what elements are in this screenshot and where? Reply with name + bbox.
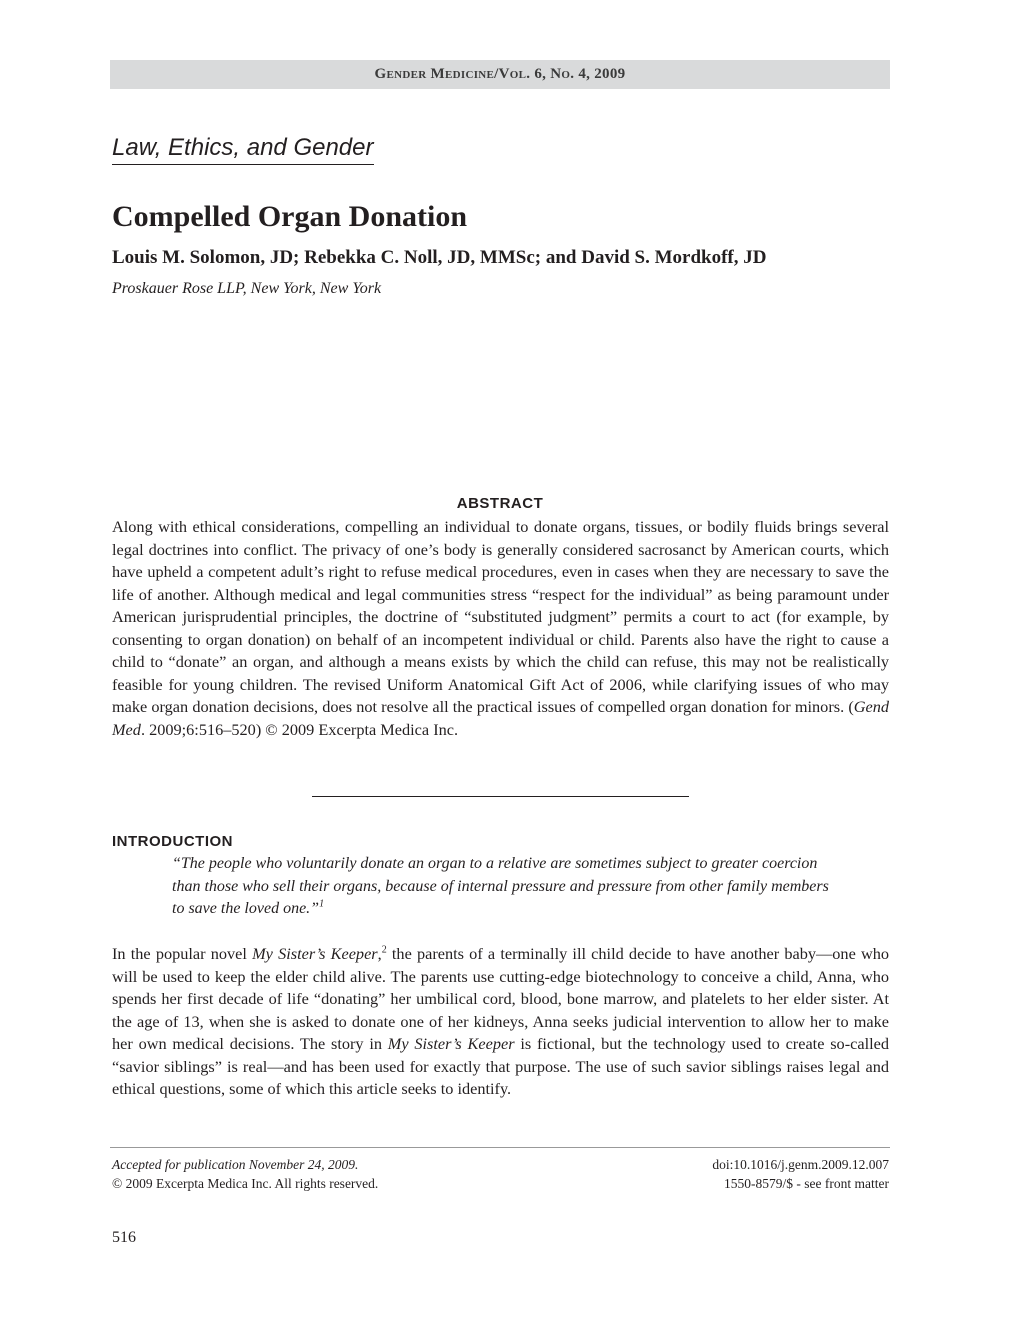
abstract-citation-rest: . 2009;6:516–520) © 2009 Excerpta Medica Inc. bbox=[140, 719, 459, 739]
intro-text-b: the parents of a terminally ill child decide to have another baby—one who will be used to keep the elder child alive. The parents use cutting-edge biotechnology to conceive a child, Anna, who spends her first decade of life “donating” her umbilical cord, blood, bone marrow, and platelets to her elder sister. At the age of 13, when she is asked to donate one of her kidneys, Anna seeks judicial intervention to allow her to make her own medical decisions. The story in bbox=[112, 944, 890, 1053]
issn-notice: 1550-8579/$ - see front matter bbox=[724, 1176, 889, 1191]
intro-text-c: is fictional, but the technology used to create so-called “savior siblings” is real—and has been used for exactly that purpose. The use of such savior siblings raises legal and ethical questions, some of which this article seeks to identify. bbox=[112, 1034, 889, 1098]
doi-link[interactable]: doi:10.1016/j.genm.2009.12.007 bbox=[712, 1157, 889, 1172]
introduction-heading: INTRODUCTION bbox=[112, 833, 233, 850]
introduction-paragraph: In the popular novel My Sister’s Keeper,$^2$ the parents of a terminally ill child decide to have another baby—one who will be used to keep the elder child alive. The parents use cutting-edge biotechnology to conceive a child, Anna, who spends her first decade of life “donating” her umbilical cord, blood, bone marrow, and platelets to her elder sister. At the age of 13, when she is asked to donate one of her kidneys, Anna seeks judicial intervention to allow her to make her own medical decisions. The story in My Sister’s Keeper is fictional, but the technology used to create so-called “savior siblings” is real—and has been used for exactly that purpose. The use of such savior siblings raises legal and ethical questions, some of which this article seeks to identify. bbox=[112, 944, 890, 1098]
intro-text-a: In the popular novel bbox=[112, 944, 253, 963]
author-affiliation: Proskauer Rose LLP, New York, New York bbox=[112, 280, 382, 297]
epigraph-text: “The people who voluntarily donate an organ to a relative are sometimes subject to greater coercion than those who sell their organs, because of internal pressure and pressure from other family members to save the loved one.” bbox=[172, 855, 829, 917]
abstract-citation-open: ( bbox=[848, 697, 854, 716]
abstract-text: Along with ethical considerations, compelling an individual to donate organs, tissues, or bodily fluids brings several legal doctrines into conflict. The privacy of one’s body is generally considered sacrosanct by American courts, which have upheld a competent adult’s right to refuse medical procedures, even in cases when they are necessary to save the life of another. Although medical and legal communities stress “respect for the individual” as being paramount under American jurisprudential principles, the doctrine of “substituted judgment” permits a court to act (for example, by consenting to organ donation) on behalf of an incompetent individual or child. Parents also have the right to cause a child to “donate” an organ, and although a means exists by which the child can refuse, this may not be realistically feasible for young children. The revised Uniform Anatomical Gift Act of 2006, while clarifying issues of who may make organ donation decisions, does not resolve all the practical issues of compelled organ donation for minors. bbox=[112, 517, 889, 716]
author-list: Louis M. Solomon, JD; Rebekka C. Noll, JD, MMSc; and David S. Mordkoff, JD bbox=[112, 247, 767, 268]
section-label: Law, Ethics, and Gender bbox=[112, 134, 374, 165]
article-title: Compelled Organ Donation bbox=[112, 200, 468, 233]
page-number: 516 bbox=[112, 1229, 136, 1246]
epigraph-reference: 1 bbox=[319, 898, 325, 910]
novel-title-repeat: My Sister’s Keeper bbox=[387, 1034, 515, 1053]
footer-left bbox=[112, 1155, 378, 1193]
abstract-citation-journal: Gend Med bbox=[112, 697, 889, 739]
journal-running-header: Gender Medicine/Vol. 6, No. 4, 2009 bbox=[374, 66, 626, 82]
section-divider bbox=[312, 796, 689, 797]
novel-title: My Sister’s Keeper bbox=[252, 944, 378, 963]
footer-right bbox=[712, 1155, 889, 1193]
abstract-body bbox=[112, 516, 889, 741]
abstract-heading: ABSTRACT bbox=[456, 495, 544, 512]
epigraph-quote bbox=[172, 853, 832, 921]
novel-reference: 2 bbox=[381, 944, 387, 956]
accepted-date: Accepted for publication November 24, 2009. bbox=[112, 1157, 359, 1172]
running-header-bar bbox=[110, 60, 890, 89]
footer-rule bbox=[110, 1147, 890, 1148]
copyright-notice: © 2009 Excerpta Medica Inc. All rights reserved. bbox=[112, 1176, 379, 1191]
